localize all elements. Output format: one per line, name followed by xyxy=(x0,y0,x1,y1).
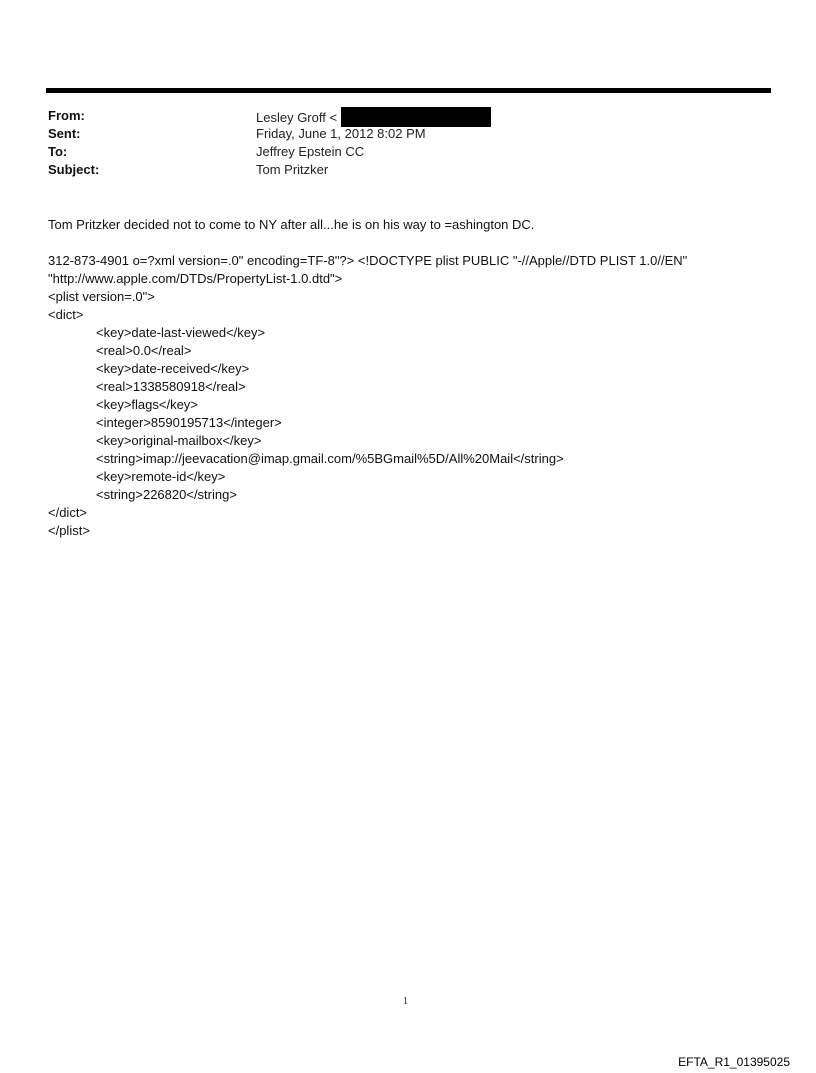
plist-line: <real>0.0</real> xyxy=(96,343,192,358)
plist-line: 312-873-4901 o=?xml version=.0" encoding=TF-8"?> <!DOCTYPE plist PUBLIC "-//Apple//DTD PLIST 1.0//EN" xyxy=(48,253,688,268)
subject-value: Tom Pritzker xyxy=(256,162,329,177)
from-name: Lesley Groff < xyxy=(256,110,338,125)
redaction-box xyxy=(341,107,491,127)
plist-line: <dict> xyxy=(48,307,84,322)
plist-line: <string>226820</string> xyxy=(96,487,237,502)
plist-line: <key>flags</key> xyxy=(96,397,198,412)
plist-line: "http://www.apple.com/DTDs/PropertyList-1.0.dtd"> xyxy=(48,271,343,286)
plist-line: <key>date-last-viewed</key> xyxy=(96,325,266,340)
plist-line: <integer>8590195713</integer> xyxy=(96,415,282,430)
plist-line: </dict> xyxy=(48,505,88,520)
page-number: 1 xyxy=(403,996,408,1007)
message-text: Tom Pritzker decided not to come to NY after all...he is on his way to =ashington DC. xyxy=(48,217,535,232)
bates-number: EFTA_R1_01395025 xyxy=(678,1055,790,1069)
to-value: Jeffrey Epstein CC xyxy=(256,144,365,159)
plist-line: </plist> xyxy=(48,523,90,538)
sent-value: Friday, June 1, 2012 8:02 PM xyxy=(256,126,426,141)
to-label: To: xyxy=(48,144,68,159)
plist-line: <key>date-received</key> xyxy=(96,361,250,376)
plist-line: <plist version=.0"> xyxy=(48,289,155,304)
plist-line: <key>original-mailbox</key> xyxy=(96,433,262,448)
plist-line: <key>remote-id</key> xyxy=(96,469,226,484)
plist-line: <string>imap://jeevacation@imap.gmail.com/%5BGmail%5D/All%20Mail</string> xyxy=(96,451,564,466)
from-label: From: xyxy=(48,108,85,123)
sent-label: Sent: xyxy=(48,126,81,141)
header-divider xyxy=(46,88,771,93)
from-value xyxy=(256,107,491,127)
plist-line: <real>1338580918</real> xyxy=(96,379,246,394)
subject-label: Subject: xyxy=(48,162,100,177)
